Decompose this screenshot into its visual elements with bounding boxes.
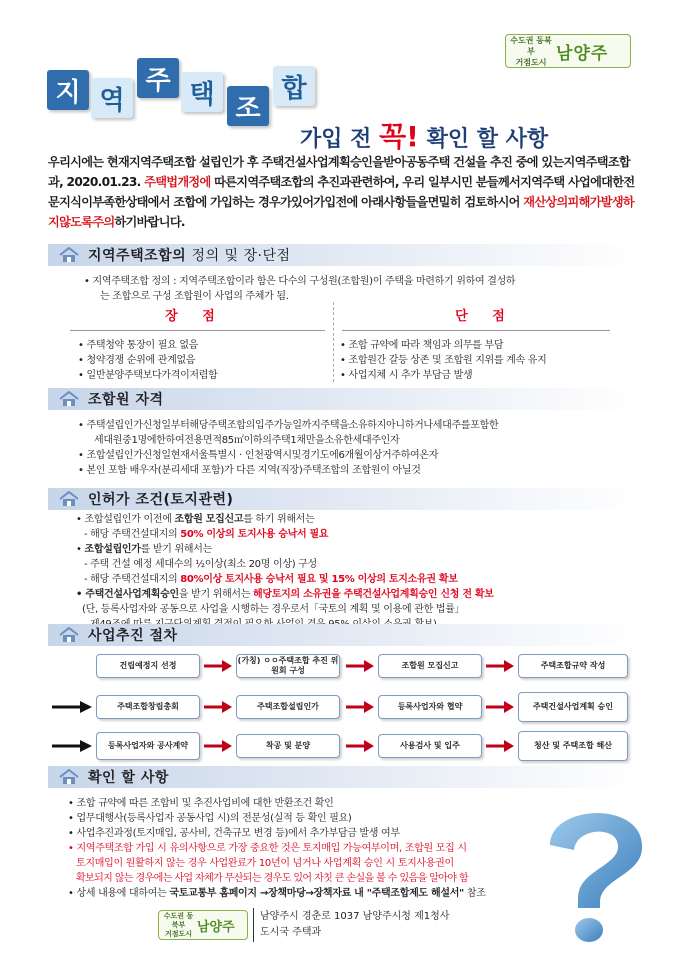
permit-red-span: 80%이상 토지사용 승낙서 필요 및 15% 이상의 토지소유권 확보 (180, 574, 458, 585)
footer-address-block (260, 909, 449, 941)
flow-step: 등록사업자와 협약 (378, 695, 482, 719)
section-checklist-title: 확인 할 사항 (88, 770, 169, 786)
cons-item: • 사업지체 시 추가 부담금 발생 (340, 370, 473, 381)
reference-suffix: 참조 (463, 888, 486, 899)
house-icon (58, 391, 80, 407)
footer-logo-tagline-line1: 수도권 동북부 (163, 911, 194, 929)
section-definition-title-b: 정의 및 장·단점 (191, 248, 291, 264)
section-checklist-header (48, 766, 640, 788)
intro-paragraph (48, 152, 640, 232)
checklist-warning-line-2: 토지매입이 원활하지 않는 경우 사업완료가 10년이 넘거나 사업계획 승인 시 토지사용권이 (76, 858, 454, 869)
permit-line-6 (76, 587, 636, 602)
flow-step: 주택건설사업계획 승인 (518, 692, 628, 722)
section-permit-header (48, 488, 640, 510)
definition-line-2: 는 조합으로 구성 조합원이 사업의 주체가 됨. (100, 291, 289, 302)
subtitle-emphasis: 꼭! (379, 120, 419, 153)
checklist-item: • 업무대행사(등록사업자 공동사업 시)의 전문성(실적 등 확인 필요) (68, 813, 352, 824)
permit-line-3 (76, 542, 636, 557)
reference-source: 국토교통부 홈페이지 →장책마당→장책자료 내 "주택조합제도 해설서" (169, 888, 464, 899)
flow-step: 사용검사 및 입주 (378, 734, 482, 758)
arrow-right-icon (52, 740, 92, 752)
title-char-5: 조 (227, 86, 269, 126)
pros-header: 장 점 (165, 309, 225, 324)
cons-divider (342, 330, 610, 331)
eligibility-line-3: • 조합설립인가신청일현재서울특별시 · 인천광역시및경기도에6개월이상거주하여온자 (78, 450, 439, 461)
footer-city-logo (158, 910, 248, 940)
arrow-right-icon (486, 701, 514, 713)
flow-step: 주택조합설립인가 (236, 695, 340, 719)
flow-step: 청산 및 주택조합 해산 (518, 731, 628, 761)
permit-line-7: (단, 등록사업자와 공동으로 사업을 시행하는 경우로서「국토의 계획 및 이용에 관한 법률」 (82, 604, 465, 615)
intro-highlight-2: 재산상의피해가발생하지않도록주의 (48, 195, 634, 229)
flow-step: 등록사업자와 공사계약 (96, 732, 200, 760)
intro-highlight-1: 주택법개정에 (144, 175, 211, 189)
arrow-right-icon (204, 660, 232, 672)
eligibility-text (78, 418, 633, 478)
permit-text-span: 를 받기 위해서는 (140, 544, 212, 555)
arrow-right-icon (204, 740, 232, 752)
pros-cons-separator (333, 302, 334, 382)
title-char-3: 주 (137, 58, 179, 98)
logo-tagline-line1: 수도권 동북부 (510, 35, 552, 56)
permit-line-2 (76, 527, 636, 542)
permit-bold-span: 조합설립인가 (84, 544, 141, 555)
intro-text-2: 따른지역주택조합의 추진과관련하여, 우리 일부시민 분들께서지역주택 사업에대한전문지식이부족한상태에서 조합에 가입하는 경우가있어가입전에 아래사항들을면밀히 검토하시어 (48, 175, 635, 209)
title-char-4: 택 (181, 72, 223, 112)
cons-list (340, 338, 630, 383)
arrow-right-icon (346, 660, 374, 672)
permit-bold-span: 조합원 모집신고 (174, 514, 244, 525)
arrow-right-icon (486, 740, 514, 752)
section-procedure-title: 사업추진 절차 (88, 628, 178, 644)
section-eligibility-header (48, 388, 640, 410)
intro-text-3: 하기바랍니다. (114, 215, 185, 229)
flow-step: 조합원 모집신고 (378, 654, 482, 678)
eligibility-line-4: • 본인 포함 배우자(분리세대 포함)가 다른 지역(직장)주택조합의 조합원이 아닐것 (78, 465, 421, 476)
cons-item: • 조합 규약에 따라 책임과 의무를 부담 (340, 340, 504, 351)
reference-text: • 상세 내용에 대하여는 (68, 888, 170, 899)
house-icon (58, 769, 80, 785)
city-logo (505, 34, 631, 68)
subtitle-suffix: 확인 할 사항 (418, 127, 549, 152)
logo-city-name: 남양주 (556, 43, 609, 64)
pros-item: • 청약경쟁 순위에 관계없음 (78, 355, 196, 366)
house-icon (58, 627, 80, 643)
title-char-2: 역 (91, 78, 133, 118)
page-subtitle (300, 115, 548, 155)
logo-tagline (506, 35, 552, 68)
permit-text-span: - 해당 주택건설대지의 (84, 529, 181, 540)
pros-list (78, 338, 328, 383)
footer-logo-city-name: 남양주 (197, 919, 235, 935)
logo-tagline-line2: 거점도시 (515, 57, 547, 67)
arrow-right-icon (486, 660, 514, 672)
house-icon (58, 491, 80, 507)
permit-text-span: 를 하기 위해서는 (243, 514, 315, 525)
footer-divider (253, 908, 254, 942)
arrow-right-icon (52, 701, 92, 713)
flow-step: 주택조합규약 작성 (518, 654, 628, 678)
permit-text-span: • (76, 544, 85, 555)
section-definition-title (88, 245, 291, 265)
permit-text (76, 512, 636, 632)
permit-text-span: 을 받기 위해서는 (178, 589, 254, 600)
arrow-right-icon (346, 740, 374, 752)
permit-line-4: - 주택 건설 예정 세대수의 ½이상(최소 20명 이상) 구성 (84, 559, 317, 570)
permit-bold-span: • 주택건설사업계획승인 (76, 589, 179, 600)
cons-item: • 조합원간 갈등 상존 및 조합원 지위를 계속 유지 (340, 355, 547, 366)
checklist-warning-line-1: • 지역주택조합 가입 시 유의사항으로 가장 중요한 것은 토지매입 가능여부이며, 조합원 모집 시 (68, 843, 467, 854)
checklist-warning-line-3: 확보되지 않는 경우에는 사업 자체가 무산되는 경우도 있어 자칫 큰 손실을 볼 수 있음을 알아야 함 (76, 873, 469, 884)
flow-step: 주택조합창립총회 (96, 695, 200, 719)
section-procedure-header (48, 624, 640, 646)
eligibility-line-2: 세대원중1명에한하여전용면적85㎡이하의주택1채만을소유한세대주인자 (94, 435, 400, 446)
checklist-text (68, 796, 588, 901)
section-definition-header (48, 244, 640, 266)
permit-line-1 (76, 512, 636, 527)
pros-item: • 주택청약 통장이 필요 없음 (78, 340, 199, 351)
checklist-item: • 조합 규약에 따른 조합비 및 추진사업비에 대한 반환조건 확인 (68, 798, 334, 809)
permit-red-span: 해당토지의 소유권을 주택건설사업계획승인 신청 전 확보 (253, 589, 494, 600)
title-char-1: 지 (47, 70, 89, 110)
permit-red-span: 50% 이상의 토지사용 승낙서 필요 (180, 529, 329, 540)
footer-logo-tagline (159, 912, 195, 939)
title-char-6: 합 (273, 66, 315, 106)
cons-header: 단 점 (455, 309, 515, 324)
definition-text (84, 274, 624, 304)
intro-text-1: 우리시에는 현재지역주택조합 설립인가 후 주택건설사업계획승인을받아공동주택 건설을 추진 중에 있는지역주택조합과, 2020.01.23. (48, 155, 630, 189)
section-eligibility-title: 조합원 자격 (88, 392, 164, 408)
permit-text-span: • 조합설립인가 이전에 (76, 514, 175, 525)
page-title (47, 52, 337, 127)
subtitle-prefix: 가입 전 (300, 127, 380, 152)
arrow-right-icon (346, 701, 374, 713)
footer-address: 남양주시 경춘로 1037 남양주시청 제1청사 (260, 911, 450, 922)
definition-line-1: • 지역주택조합 정의 : 지역주택조합이라 함은 다수의 구성원(조합원)이 주택을 마련하기 위하여 결성하 (84, 276, 516, 287)
pros-divider (70, 330, 325, 331)
flow-step: (가칭) ㅇㅇ주택조합 추진 위원회 구성 (236, 654, 340, 678)
footer-logo-tagline-line2: 거점도시 (164, 929, 193, 938)
checklist-reference (68, 886, 588, 901)
procedure-flowchart (48, 648, 640, 766)
section-permit-title: 인허가 조건(토지관련) (88, 492, 234, 508)
pros-item: • 일반분양주택보다가격이저렴함 (78, 370, 218, 381)
flow-step: 건립예정지 선정 (96, 654, 200, 678)
eligibility-line-1: • 주택설립인가신청일부터해당주택조합의입주가능일까지주택을소유하지아니하거나세대주를포함한 (78, 420, 499, 431)
house-icon (58, 247, 80, 263)
flow-step: 착공 및 분양 (236, 734, 340, 758)
footer-department: 도시국 주택과 (260, 927, 322, 938)
permit-text-span: - 해당 주택건설대지의 (84, 574, 181, 585)
checklist-item: • 사업추진과정(토지매입, 공사비, 건축규모 변경 등)에서 추가부담금 발생 여부 (68, 828, 400, 839)
permit-line-5 (76, 572, 636, 587)
section-definition-title-a: 지역주택조합의 (88, 248, 192, 264)
arrow-right-icon (204, 701, 232, 713)
